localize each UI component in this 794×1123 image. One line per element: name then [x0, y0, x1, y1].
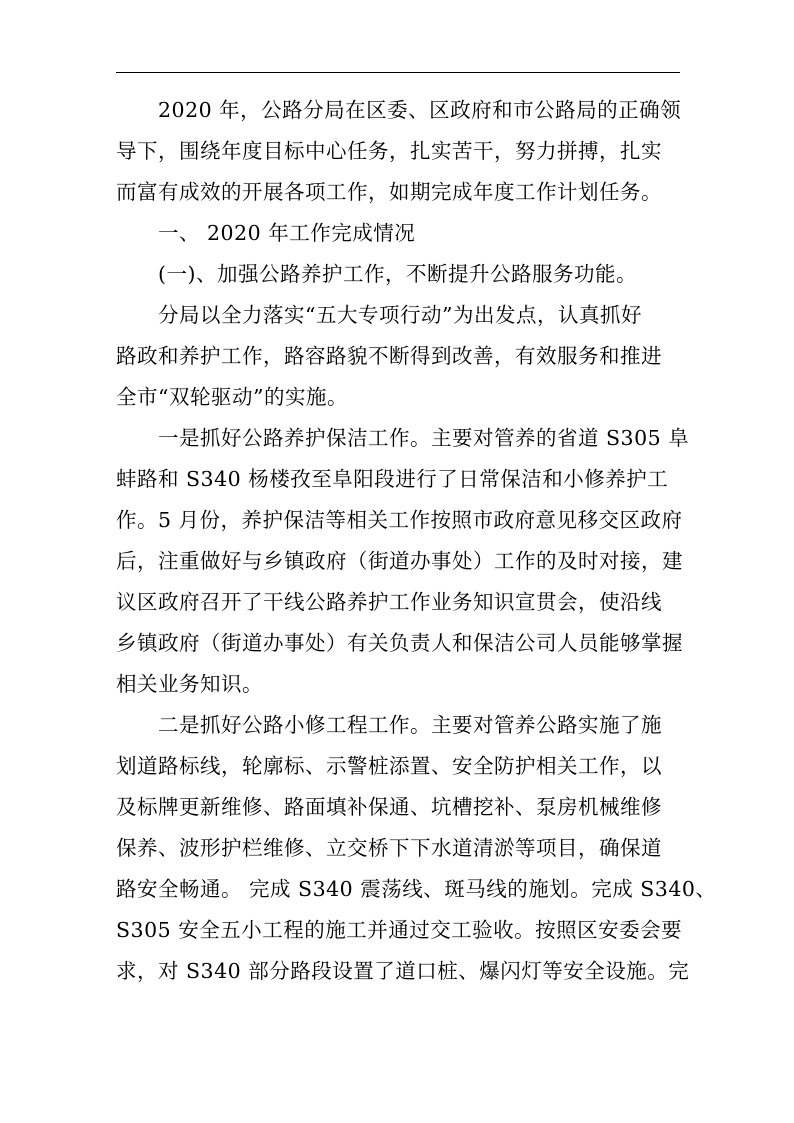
text-line: 保养、波形护栏维修、立交桥下下水道清淤等项目，确保道: [116, 836, 662, 860]
text-line: 求，对 S340 部分路段设置了道口桩、爆闪灯等安全设施。完: [116, 959, 690, 983]
text-line: 划道路标线，轮廓标、示警桩添置、安全防护相关工作，以: [116, 754, 662, 778]
text-line: 一、 2020 年工作完成情况: [158, 221, 416, 245]
text-line: 相关业务知识。: [116, 672, 263, 696]
text-line: 而富有成效的开展各项工作，如期完成年度工作计划任务。: [116, 180, 662, 204]
text-line: (一)、加强公路养护工作，不断提升公路服务功能。: [158, 262, 637, 286]
text-line: 全市“双轮驱动”的实施。: [116, 385, 348, 409]
text-line: 分局以全力落实“五大专项行动”为出发点，认真抓好: [158, 303, 642, 327]
text-line: 蚌路和 S340 杨楼孜至阜阳段进行了日常保洁和小修养护工: [116, 467, 669, 491]
text-line: S305 安全五小工程的施工并通过交工验收。按照区安委会要: [116, 918, 683, 942]
text-line: 后，注重做好与乡镇政府（街道办事处）工作的及时对接，建: [116, 549, 683, 573]
document-body: [116, 90, 717, 992]
text-line: 议区政府召开了干线公路养护工作业务知识宣贯会，使沿线: [116, 590, 662, 614]
text-line: 一是抓好公路养护保洁工作。主要对管养的省道 S305 阜: [158, 426, 690, 450]
header-rule: [116, 72, 680, 73]
text-line: 导下，围绕年度目标中心任务，扎实苦干，努力拼搏，扎实: [116, 139, 662, 163]
text-line: 乡镇政府（街道办事处）有关负责人和保洁公司人员能够掌握: [116, 631, 683, 655]
text-line: 2020 年，公路分局在区委、区政府和市公路局的正确领: [158, 98, 682, 122]
text-line: 路安全畅通。 完成 S340 震荡线、斑马线的施划。完成 S340、: [116, 877, 717, 901]
text-line: 二是抓好公路小修工程工作。主要对管养公路实施了施: [158, 713, 662, 737]
text-line: 及标牌更新维修、路面填补保通、坑槽挖补、泵房机械维修: [116, 795, 662, 819]
text-line: 路政和养护工作，路容路貌不断得到改善，有效服务和推进: [116, 344, 662, 368]
text-line: 作。5 月份，养护保洁等相关工作按照市政府意见移交区政府: [116, 508, 683, 532]
